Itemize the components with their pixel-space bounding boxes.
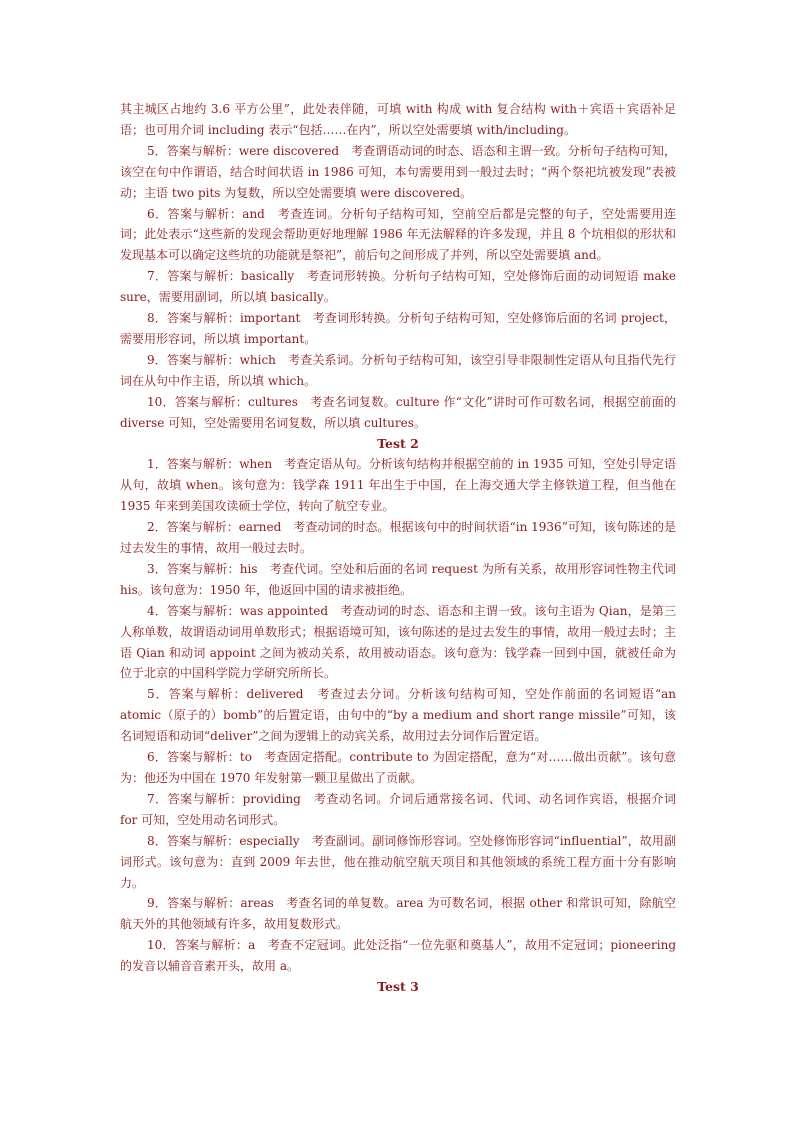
answer-item-6: 6．答案与解析：and 考查连词。分析句子结构可知，空前空后都是完整的句子，空处需要用连词；此处表示“这些新的发现会帮助更好地理解 1986 年无法解释的许多发现，并且 8 个坑相似的形状和发现基本可以确定这些坑的功能就是祭祀”，前后句之间形成了并列，所以空处需要填 and。: [120, 206, 676, 263]
answer-item-1: 1．答案与解析：when 考查定语从句。分析该句结构并根据空前的 in 1935 可知，空处引导定语从句，故填 when。该句意为：钱学森 1911 年出生于中国，在上海交通大学主修铁道工程，但当他在 1935 年来到美国攻读硕士学位，转向了航空专业。: [120, 457, 676, 514]
answer-item-3: 3．答案与解析：his 考查代词。空处和后面的名词 request 为所有关系，故用形容词性物主代词 his。该句意为：1950 年，他返回中国的请求被拒绝。: [120, 561, 676, 597]
answer-explanations-page: [120, 99, 676, 998]
answer-item-6: 6．答案与解析：to 考查固定搭配。contribute to 为固定搭配，意为“对……做出贡献”。该句意为：他还为中国在 1970 年发射第一颗卫星做出了贡献。: [120, 750, 676, 785]
section-heading-test-2: Test 2: [377, 435, 419, 451]
answer-item-5: 5．答案与解析：delivered 考查过去分词。分析该句结构可知，空处作前面的名词短语“an atomic（原子的）bomb”的后置定语，由句中的“by a medium and short range missile”可知，该名词短语和动词“deliver”之间为逻辑上的动宾关系，故用过去分词作后置定语。: [120, 687, 676, 744]
answer-item-8: 8．答案与解析：important 考查词形转换。分析句子结构可知，空处修饰后面的名词 project，需要用形容词，所以填 important。: [120, 311, 676, 346]
answer-item-10: 10．答案与解析：cultures 考查名词复数。culture 作“文化”讲时可作可数名词，根据空前面的 diverse 可知，空处需要用名词复数，所以填 cultures。: [120, 394, 676, 430]
section-heading-test-3: Test 3: [377, 979, 419, 995]
answer-item-10: 10．答案与解析：a 考查不定冠词。此处泛指“一位先驱和奠基人”，故用不定冠词；pioneering 的发音以辅音音素开头，故用 a。: [120, 938, 676, 974]
answer-item-8: 8．答案与解析：especially 考查副词。副词修饰形容词。空处修饰形容词“influential”，故用副词形式。该句意为：直到 2009 年去世，他在推动航空航天项目和其他领域的系统工程方面十分有影响力。: [120, 833, 676, 890]
answer-item-4: 4．答案与解析：was appointed 考查动词的时态、语态和主谓一致。该句主语为 Qian，是第三人称单数，故谓语动词用单数形式；根据语境可知，该句陈述的是过去发生的事情，故用一般过去时；主语 Qian 和动词 appoint 之间为被动关系，故用被动语态。该句意为：钱学森一回到中国，就被任命为位于北京的中国科学院力学研究所所长。: [120, 603, 676, 681]
answer-item-5: 5．答案与解析：were discovered 考查谓语动词的时态、语态和主谓一致。分析句子结构可知，该空在句中作谓语，结合时间状语 in 1986 可知，本句需要用到一般过去时；“两个祭祀坑被发现”表被动；主语 two pits 为复数，所以空处需要填 were discovered。: [120, 143, 676, 200]
answer-item-2: 2．答案与解析：earned 考查动词的时态。根据该句中的时间状语“in 1936”可知，该句陈述的是过去发生的事情，故用一般过去时。: [120, 520, 676, 556]
paragraph-continuation: 其主城区占地约 3.6 平方公里”，此处表伴随，可填 with 构成 with 复合结构 with＋宾语＋宾语补足语；也可用介词 including 表示“包括……在内”，所以空处需要填 with/including。: [120, 102, 676, 137]
answer-item-9: 9．答案与解析：which 考查关系词。分析句子结构可知，该空引导非限制性定语从句且指代先行词在从句中作主语，所以填 which。: [120, 352, 676, 388]
answer-item-7: 7．答案与解析：providing 考查动名词。介词后通常接名词、代词、动名词作宾语，根据介词 for 可知，空处用动名词形式。: [120, 791, 676, 827]
answer-item-9: 9．答案与解析：areas 考查名词的单复数。area 为可数名词，根据 other 和常识可知，除航空航天外的其他领域有许多，故用复数形式。: [120, 896, 676, 932]
answer-item-7: 7．答案与解析：basically 考查词形转换。分析句子结构可知，空处修饰后面的动词短语 make sure，需要用副词，所以填 basically。: [120, 269, 676, 305]
